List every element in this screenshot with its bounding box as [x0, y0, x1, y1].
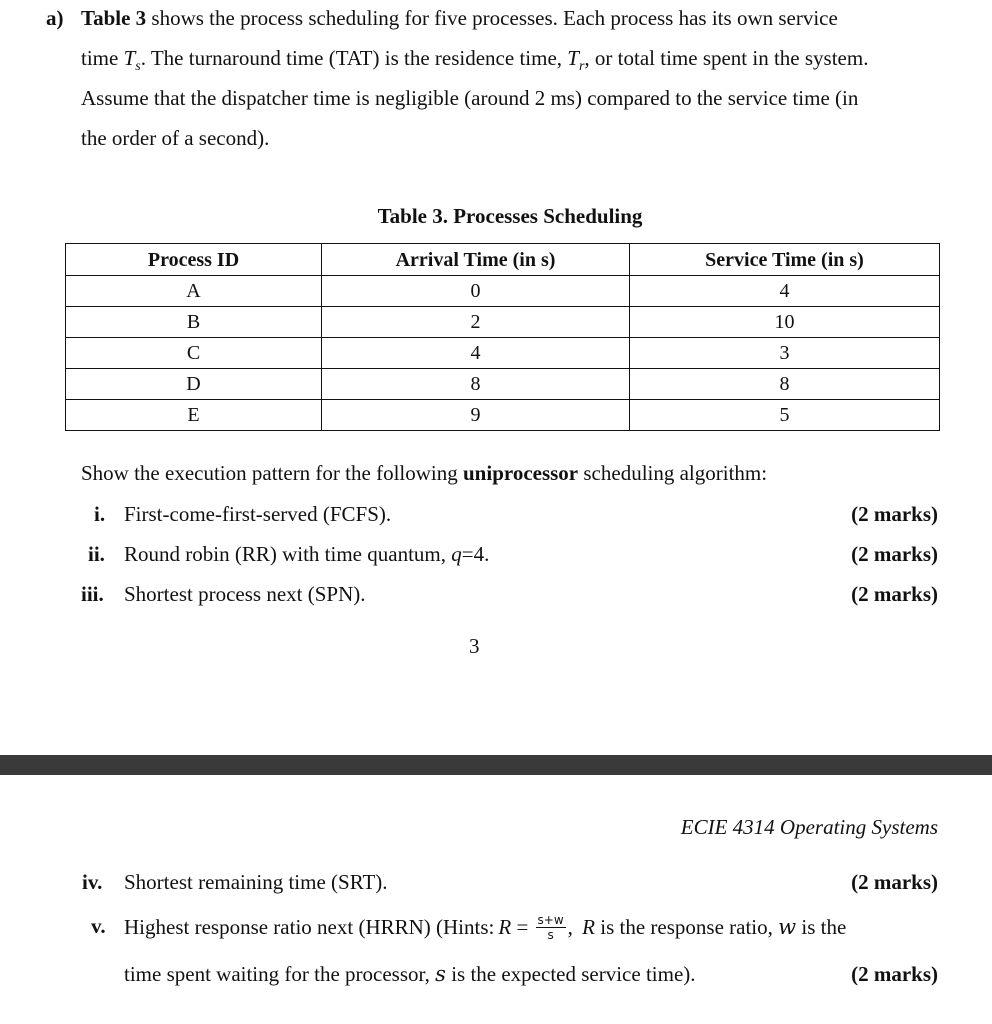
intro-line-2 — [81, 46, 868, 75]
page-number: 3 — [469, 634, 480, 658]
cell-arrival: 4 — [322, 338, 630, 369]
item-v-text-b: , — [567, 914, 579, 939]
prompt-emphasis: uniprocessor — [463, 461, 579, 485]
table-row — [66, 369, 940, 400]
item-ii-text-b: =4. — [461, 542, 490, 566]
item-v-line2-b: is the expected service time). — [445, 962, 696, 986]
cell-service: 3 — [630, 338, 940, 369]
fraction-denominator: s — [547, 927, 554, 942]
process-table — [65, 243, 940, 431]
header-service-time: Service Time (in s) — [630, 244, 940, 276]
item-iv-number: iv. — [82, 870, 103, 894]
cell-arrival: 0 — [322, 276, 630, 307]
symbol-ts: T — [123, 46, 136, 70]
cell-process-id: C — [66, 338, 322, 369]
cell-process-id: D — [66, 369, 322, 400]
item-v-line-1 — [124, 905, 940, 949]
intro-line-4: the order of a second). — [81, 126, 270, 150]
intro-text: , or total time spent in the system. — [584, 46, 869, 70]
item-ii-text-a: Round robin (RR) with time quantum, — [124, 542, 452, 566]
symbol-r: R — [582, 914, 595, 939]
page-divider — [0, 755, 992, 775]
symbol-tr: T — [567, 46, 579, 70]
table-row — [66, 276, 940, 307]
prompt-text: Show the execution pattern for the following — [81, 461, 463, 485]
item-ii-text — [124, 542, 489, 567]
symbol-s: s — [435, 962, 446, 986]
item-v-marks: (2 marks) — [851, 962, 938, 986]
cell-process-id: E — [66, 400, 322, 431]
table-ref: Table 3 — [81, 6, 147, 30]
item-v-text-d: is the — [796, 914, 847, 939]
cell-service: 8 — [630, 369, 940, 400]
symbol-ts-sub: s — [135, 59, 141, 75]
cell-service: 4 — [630, 276, 940, 307]
symbol-tr-sub: r — [578, 59, 585, 75]
intro-line-1-text: shows the process scheduling for five processes. Each process has its own service — [146, 6, 838, 30]
intro-text: time — [81, 46, 124, 70]
question-prompt — [81, 461, 767, 486]
intro-line-3: Assume that the dispatcher time is negligible (around 2 ms) compared to the service time (in — [81, 86, 859, 110]
cell-process-id: A — [66, 276, 322, 307]
cell-arrival: 8 — [322, 369, 630, 400]
item-iv-marks: (2 marks) — [851, 870, 938, 894]
cell-service: 5 — [630, 400, 940, 431]
question-label: a) — [46, 6, 64, 30]
symbol-w: w — [778, 915, 797, 939]
item-iii-number: iii. — [81, 582, 104, 606]
item-v-line2-a: time spent waiting for the processor, — [124, 962, 436, 986]
cell-arrival: 2 — [322, 307, 630, 338]
item-v-text-a: Highest response ratio next (HRRN) (Hints: — [124, 914, 495, 939]
cell-arrival: 9 — [322, 400, 630, 431]
hrrn-fraction — [536, 913, 566, 942]
header-process-id: Process ID — [66, 244, 322, 276]
intro-line-1 — [81, 6, 838, 31]
cell-process-id: B — [66, 307, 322, 338]
table-header-row — [66, 244, 940, 276]
table-title: Table 3. Processes Scheduling — [377, 204, 643, 228]
fraction-numerator: s+w — [537, 912, 564, 927]
equals-sign: = — [511, 914, 534, 939]
item-i-marks: (2 marks) — [851, 502, 938, 526]
course-header: ECIE 4314 Operating Systems — [680, 815, 938, 839]
table-row — [66, 338, 940, 369]
item-v-text-c: is the response ratio, — [595, 914, 779, 939]
item-iv-text: Shortest remaining time (SRT). — [124, 870, 388, 894]
symbol-r: R — [498, 914, 512, 939]
table-row — [66, 307, 940, 338]
item-ii-marks: (2 marks) — [851, 542, 938, 566]
item-ii-number: ii. — [88, 542, 105, 566]
item-iii-text: Shortest process next (SPN). — [124, 582, 366, 606]
cell-service: 10 — [630, 307, 940, 338]
intro-text: . The turnaround time (TAT) is the residence time, — [140, 46, 568, 70]
item-i-text: First-come-first-served (FCFS). — [124, 502, 392, 526]
item-v-number: v. — [91, 914, 106, 938]
prompt-text: scheduling algorithm: — [578, 461, 768, 485]
table-row — [66, 400, 940, 431]
header-arrival-time: Arrival Time (in s) — [322, 244, 630, 276]
symbol-q: q — [451, 542, 462, 566]
item-iii-marks: (2 marks) — [851, 582, 938, 606]
item-v-line-2 — [124, 962, 696, 987]
item-i-number: i. — [94, 502, 106, 526]
